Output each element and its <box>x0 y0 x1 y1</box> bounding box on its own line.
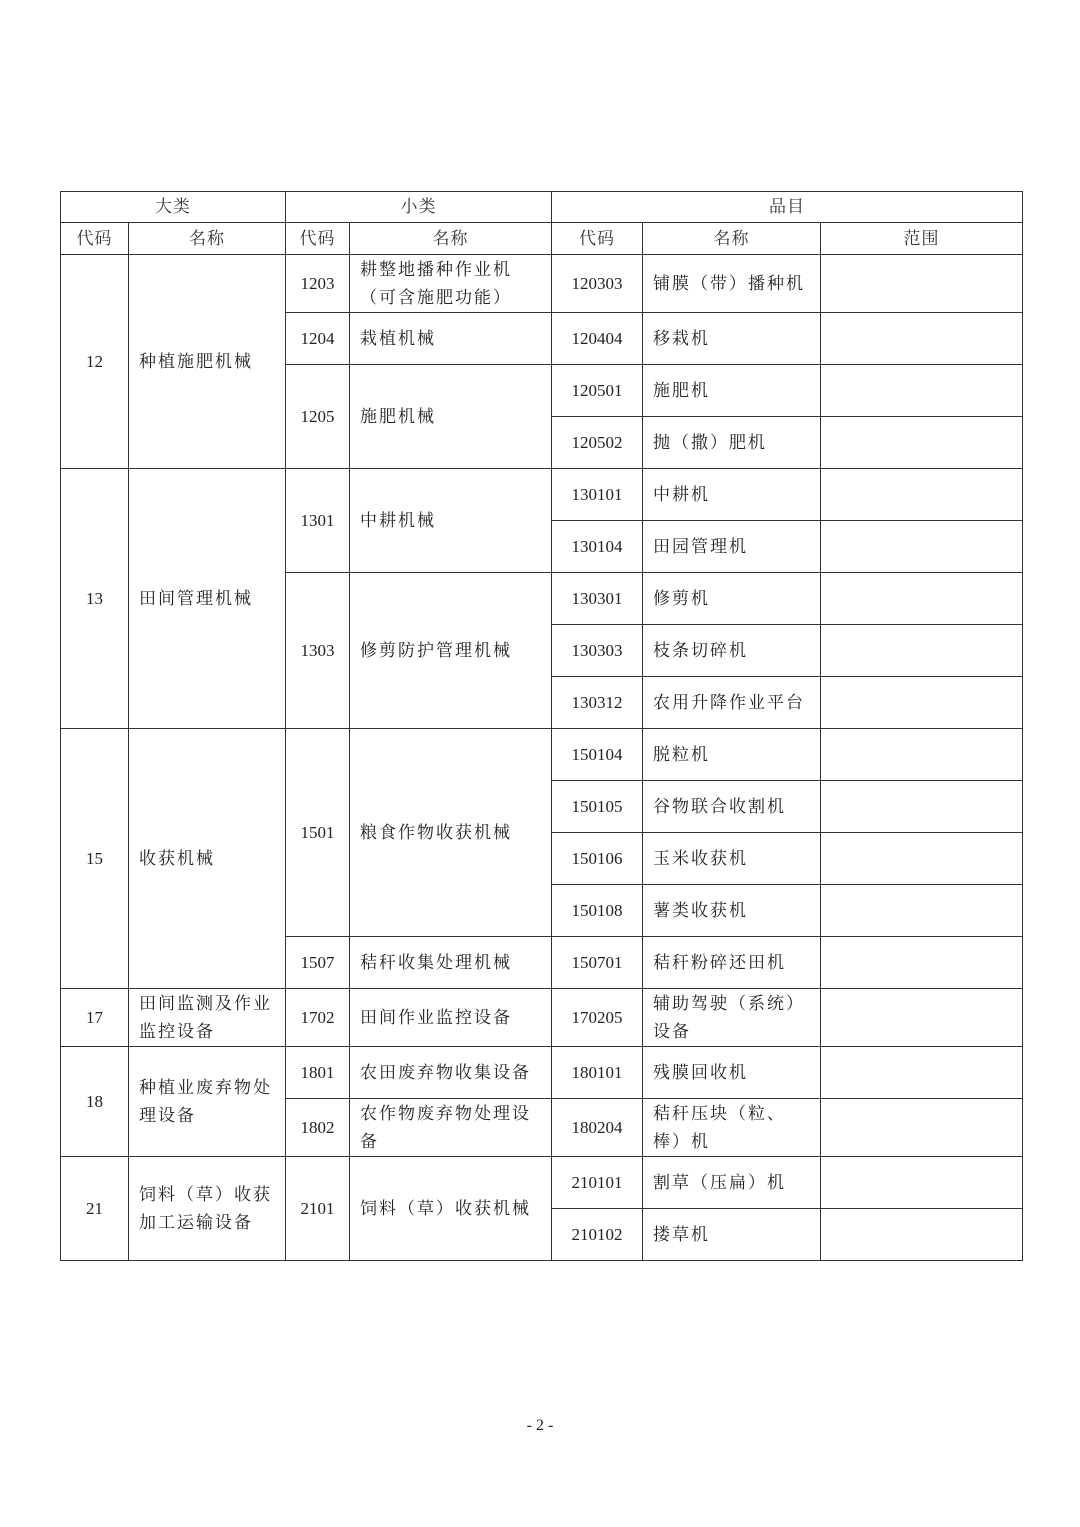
group-code: 17 <box>61 989 129 1047</box>
item-scope <box>821 625 1023 677</box>
header-row-2 <box>61 223 1023 255</box>
sub-code: 1507 <box>286 937 350 989</box>
item-scope <box>821 989 1023 1047</box>
item-scope <box>821 1209 1023 1261</box>
sub-code: 1801 <box>286 1047 350 1099</box>
sub-code: 1501 <box>286 729 350 937</box>
header-major: 大类 <box>61 192 286 223</box>
header-minor: 小类 <box>286 192 552 223</box>
sub-name: 饲料（草）收获机械 <box>350 1157 552 1261</box>
sub-name: 耕整地播种作业机（可含施肥功能） <box>350 255 552 313</box>
sub-name: 修剪防护管理机械 <box>350 573 552 729</box>
sub-name: 栽植机械 <box>350 313 552 365</box>
item-name: 秸秆粉碎还田机 <box>643 937 821 989</box>
item-code: 120404 <box>552 313 643 365</box>
sub-code: 2101 <box>286 1157 350 1261</box>
item-name: 搂草机 <box>643 1209 821 1261</box>
sub-name: 田间作业监控设备 <box>350 989 552 1047</box>
item-code: 180204 <box>552 1099 643 1157</box>
item-code: 130104 <box>552 521 643 573</box>
item-name: 辅助驾驶（系统）设备 <box>643 989 821 1047</box>
sub-code: 1203 <box>286 255 350 313</box>
header-row-1 <box>61 192 1023 223</box>
group-code: 15 <box>61 729 129 989</box>
item-scope <box>821 1157 1023 1209</box>
header-minor-name: 名称 <box>350 223 552 255</box>
item-code: 210102 <box>552 1209 643 1261</box>
table-row <box>61 989 1023 1047</box>
header-item-code: 代码 <box>552 223 643 255</box>
sub-name: 粮食作物收获机械 <box>350 729 552 937</box>
item-scope <box>821 885 1023 937</box>
item-scope <box>821 417 1023 469</box>
item-scope <box>821 469 1023 521</box>
item-code: 180101 <box>552 1047 643 1099</box>
item-name: 薯类收获机 <box>643 885 821 937</box>
catalog-table <box>60 191 1023 1261</box>
page-number: - 2 - <box>526 1417 554 1434</box>
item-name: 施肥机 <box>643 365 821 417</box>
table-row <box>61 255 1023 313</box>
item-name: 谷物联合收割机 <box>643 781 821 833</box>
sub-code: 1702 <box>286 989 350 1047</box>
group-name: 田间管理机械 <box>129 469 286 729</box>
item-scope <box>821 365 1023 417</box>
sub-code: 1204 <box>286 313 350 365</box>
group-code: 21 <box>61 1157 129 1261</box>
item-scope <box>821 1047 1023 1099</box>
item-name: 中耕机 <box>643 469 821 521</box>
item-code: 130303 <box>552 625 643 677</box>
item-name: 修剪机 <box>643 573 821 625</box>
sub-code: 1802 <box>286 1099 350 1157</box>
item-name: 农用升降作业平台 <box>643 677 821 729</box>
item-scope <box>821 521 1023 573</box>
item-code: 130101 <box>552 469 643 521</box>
item-code: 150106 <box>552 833 643 885</box>
item-name: 秸秆压块（粒、棒）机 <box>643 1099 821 1157</box>
item-name: 枝条切碎机 <box>643 625 821 677</box>
item-code: 120303 <box>552 255 643 313</box>
item-name: 抛（撒）肥机 <box>643 417 821 469</box>
item-scope <box>821 781 1023 833</box>
header-item-scope: 范围 <box>821 223 1023 255</box>
item-code: 130312 <box>552 677 643 729</box>
item-name: 割草（压扁）机 <box>643 1157 821 1209</box>
item-code: 210101 <box>552 1157 643 1209</box>
group-name: 种植施肥机械 <box>129 255 286 469</box>
table-row <box>61 729 1023 781</box>
sub-code: 1301 <box>286 469 350 573</box>
item-name: 移栽机 <box>643 313 821 365</box>
header-minor-code: 代码 <box>286 223 350 255</box>
item-scope <box>821 677 1023 729</box>
group-name: 收获机械 <box>129 729 286 989</box>
item-name: 玉米收获机 <box>643 833 821 885</box>
header-major-code: 代码 <box>61 223 129 255</box>
item-code: 130301 <box>552 573 643 625</box>
header-item: 品目 <box>552 192 1023 223</box>
group-code: 13 <box>61 469 129 729</box>
group-name: 种植业废弃物处理设备 <box>129 1047 286 1157</box>
item-scope <box>821 255 1023 313</box>
table-row <box>61 469 1023 521</box>
item-scope <box>821 729 1023 781</box>
group-name: 田间监测及作业监控设备 <box>129 989 286 1047</box>
item-scope <box>821 573 1023 625</box>
item-code: 120501 <box>552 365 643 417</box>
item-scope <box>821 833 1023 885</box>
item-scope <box>821 937 1023 989</box>
item-code: 120502 <box>552 417 643 469</box>
item-scope <box>821 1099 1023 1157</box>
item-name: 田园管理机 <box>643 521 821 573</box>
table-row <box>61 1157 1023 1209</box>
group-code: 18 <box>61 1047 129 1157</box>
sub-name: 农作物废弃物处理设备 <box>350 1099 552 1157</box>
group-code: 12 <box>61 255 129 469</box>
header-major-name: 名称 <box>129 223 286 255</box>
item-name: 脱粒机 <box>643 729 821 781</box>
item-name: 残膜回收机 <box>643 1047 821 1099</box>
sub-name: 秸秆收集处理机械 <box>350 937 552 989</box>
item-code: 170205 <box>552 989 643 1047</box>
item-code: 150104 <box>552 729 643 781</box>
sub-name: 中耕机械 <box>350 469 552 573</box>
item-code: 150108 <box>552 885 643 937</box>
item-scope <box>821 313 1023 365</box>
header-item-name: 名称 <box>643 223 821 255</box>
table-row <box>61 1047 1023 1099</box>
sub-code: 1303 <box>286 573 350 729</box>
sub-code: 1205 <box>286 365 350 469</box>
item-code: 150105 <box>552 781 643 833</box>
item-code: 150701 <box>552 937 643 989</box>
item-name: 铺膜（带）播种机 <box>643 255 821 313</box>
sub-name: 施肥机械 <box>350 365 552 469</box>
group-name: 饲料（草）收获加工运输设备 <box>129 1157 286 1261</box>
sub-name: 农田废弃物收集设备 <box>350 1047 552 1099</box>
